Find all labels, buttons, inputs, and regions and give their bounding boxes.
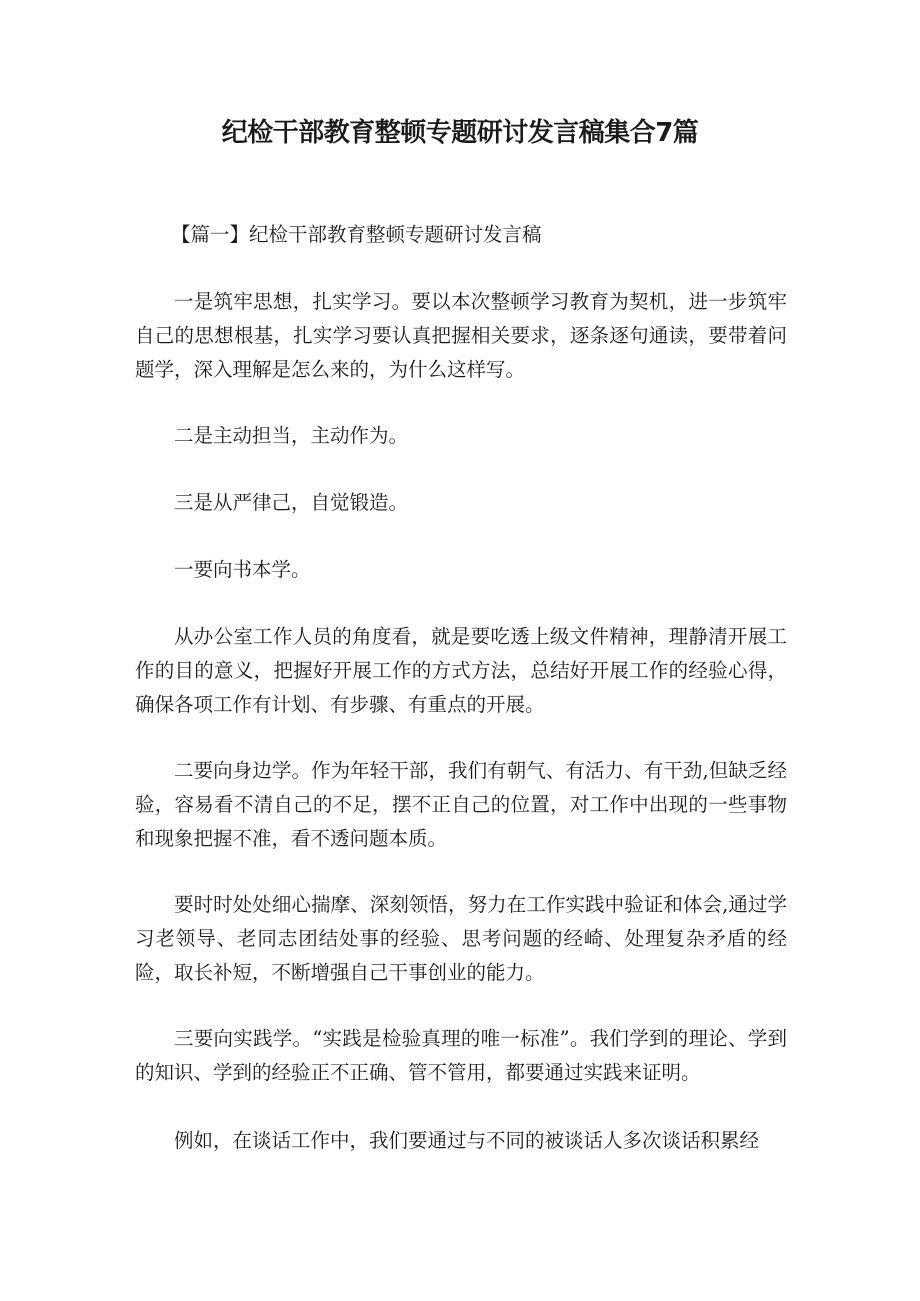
- paragraph-5: 从办公室工作人员的角度看，就是要吃透上级文件精神，理静清开展工作的目的意义，把握好开展工作的方式方法，总结好开展工作的经验心得，确保各项工作有计划、有步骤、有重点的开展。: [135, 625, 787, 716]
- paragraph-2: 二是主动担当，主动作为。: [174, 424, 409, 447]
- paragraph-7: 要时时处处细心揣摩、深刻领悟，努力在工作实践中验证和体会,通过学习老领导、老同志团结处事的经验、思考问题的经崎、处理复杂矛盾的经险，取长补短，不断增强自己干事创业的能力。: [135, 893, 787, 984]
- paragraph-6: 二要向身边学。作为年轻干部，我们有朝气、有活力、有干劲,但缺乏经验，容易看不清自己的不足，摆不正自己的位置，对工作中出现的一些事物和现象把握不准，看不透问题本质。: [135, 759, 787, 850]
- paragraph-9: 例如，在谈话工作中，我们要通过与不同的被谈话人多次谈话积累经: [174, 1129, 760, 1152]
- paragraph-3: 三是从严律己，自觉锻造。: [174, 491, 409, 514]
- document-title: 纪检干部教育整顿专题研讨发言稿集合7篇: [221, 118, 699, 148]
- paragraph-1: 一是筑牢思想，扎实学习。要以本次整顿学习教育为契机，进一步筑牢自己的思想根基，扎实学习要认真把握相关要求，逐条逐句通读，要带着问题学，深入理解是怎么来的，为什么这样写。: [135, 290, 787, 381]
- paragraph-4: 一要向书本学。: [174, 558, 311, 581]
- paragraph-8: 三要向实践学。“实践是检验真理的唯一标准”。我们学到的理论、学到的知识、学到的经验正不正确、管不管用，都要通过实践来证明。: [135, 1027, 787, 1084]
- section-heading: 【篇一】纪检干部教育整顿专题研讨发言稿: [171, 223, 542, 246]
